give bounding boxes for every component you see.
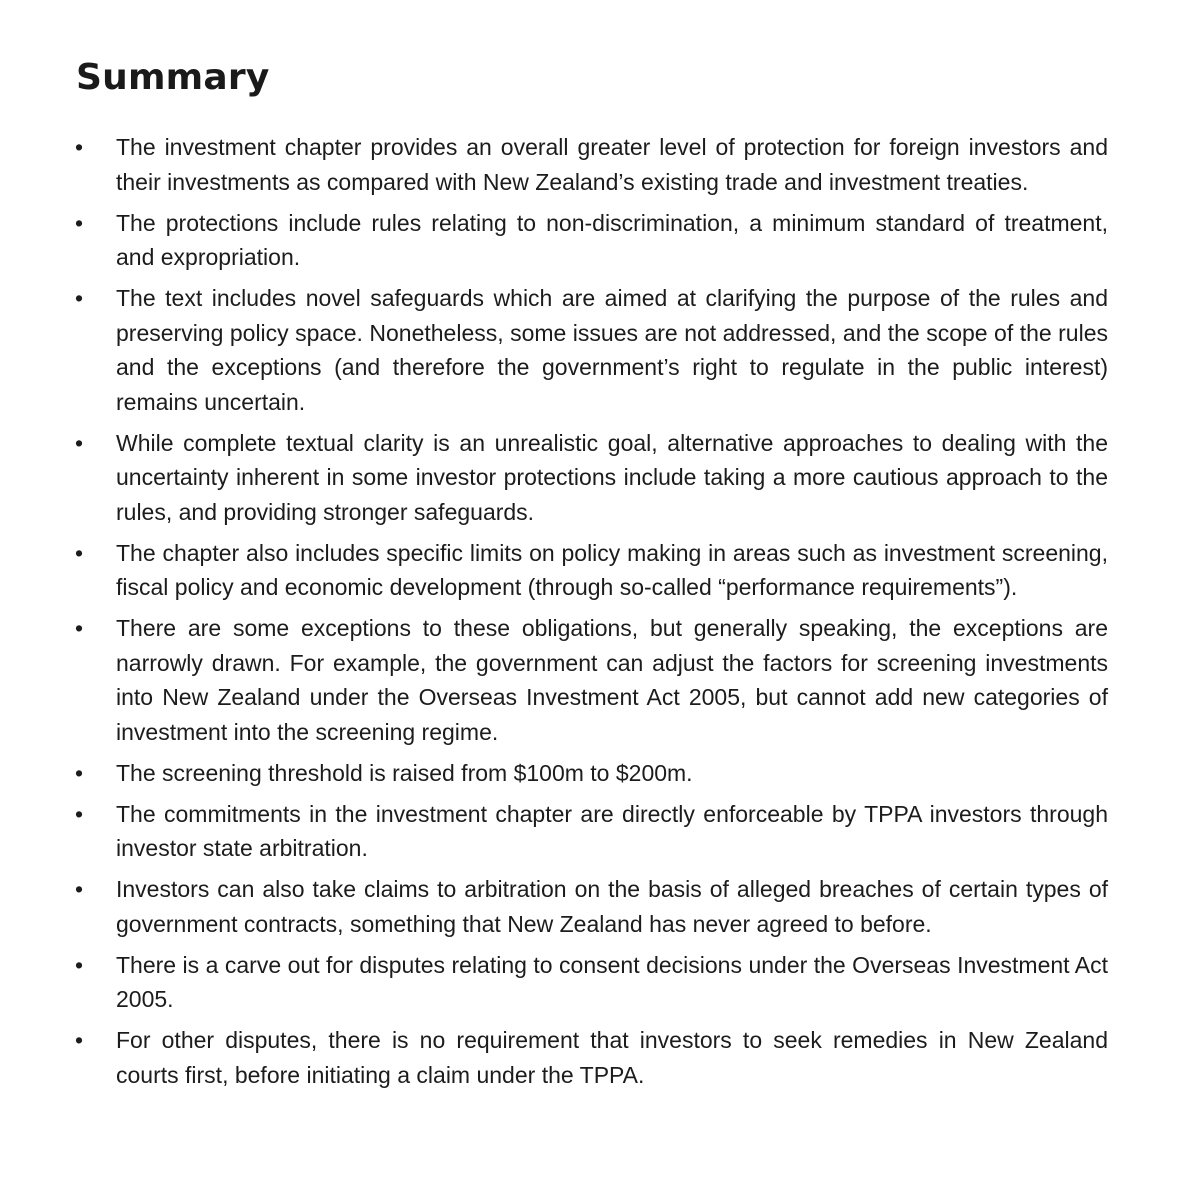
bullet-text: The text includes novel safeguards which are aimed at clarifying the purpose of the rules and preserving policy space. Nonetheless, some issues are not addressed, and the scope of the rules and the exceptions (and therefore the government’s right to regulate in the public interest) remains uncertain. <box>116 285 1108 415</box>
page-title: Summary <box>76 57 270 98</box>
bullet-item <box>70 948 1108 1017</box>
bullet-item <box>70 756 1108 791</box>
summary-bullet-list <box>70 130 1108 1099</box>
bullet-icon: • <box>75 209 84 236</box>
bullet-text: The investment chapter provides an overall greater level of protection for foreign investors and their investments as compared with New Zealand’s existing trade and investment treaties. <box>116 134 1108 195</box>
bullet-icon: • <box>75 951 84 978</box>
bullet-text: The commitments in the investment chapter are directly enforceable by TPPA investors through investor state arbitration. <box>116 800 1108 861</box>
bullet-icon: • <box>75 615 84 641</box>
bullet-text: The protections include rules relating to non-discrimination, a minimum standard of treatment, and expropriation. <box>116 209 1108 270</box>
bullet-item <box>70 426 1108 530</box>
bullet-icon: • <box>75 285 84 311</box>
bullet-item <box>70 281 1108 419</box>
bullet-icon: • <box>75 759 84 786</box>
bullet-text: There is a carve out for disputes relating to consent decisions under the Overseas Investment Act 2005. <box>116 951 1108 1012</box>
bullet-icon: • <box>75 429 84 456</box>
bullet-icon: • <box>75 1027 84 1053</box>
bullet-icon: • <box>75 134 84 160</box>
bullet-item <box>70 130 1108 199</box>
bullet-icon: • <box>75 876 84 902</box>
bullet-icon: • <box>75 800 84 827</box>
bullet-item <box>70 872 1108 941</box>
bullet-text: There are some exceptions to these obligations, but generally speaking, the exceptions are narrowly drawn. For example, the government can adjust the factors for screening investments into New Zealand under the Overseas Investment Act 2005, but cannot add new categories of investment into the screening regime. <box>116 615 1108 745</box>
bullet-icon: • <box>75 539 84 566</box>
bullet-item <box>70 1023 1108 1092</box>
bullet-item <box>70 797 1108 866</box>
bullet-item <box>70 536 1108 605</box>
bullet-item <box>70 206 1108 275</box>
bullet-text: While complete textual clarity is an unrealistic goal, alternative approaches to dealing with the uncertainty inherent in some investor protections include taking a more cautious approach to the rules, and providing stronger safeguards. <box>116 429 1108 525</box>
bullet-text: For other disputes, there is no requirement that investors to seek remedies in New Zealand courts first, before initiating a claim under the TPPA. <box>116 1027 1108 1088</box>
bullet-text: Investors can also take claims to arbitration on the basis of alleged breaches of certain types of government contracts, something that New Zealand has never agreed to before. <box>116 876 1108 937</box>
bullet-text: The chapter also includes specific limits on policy making in areas such as investment screening, fiscal policy and economic development (through so-called “performance requirements”). <box>116 539 1108 600</box>
bullet-text: The screening threshold is raised from $100m to $200m. <box>116 759 693 786</box>
bullet-item <box>70 611 1108 749</box>
